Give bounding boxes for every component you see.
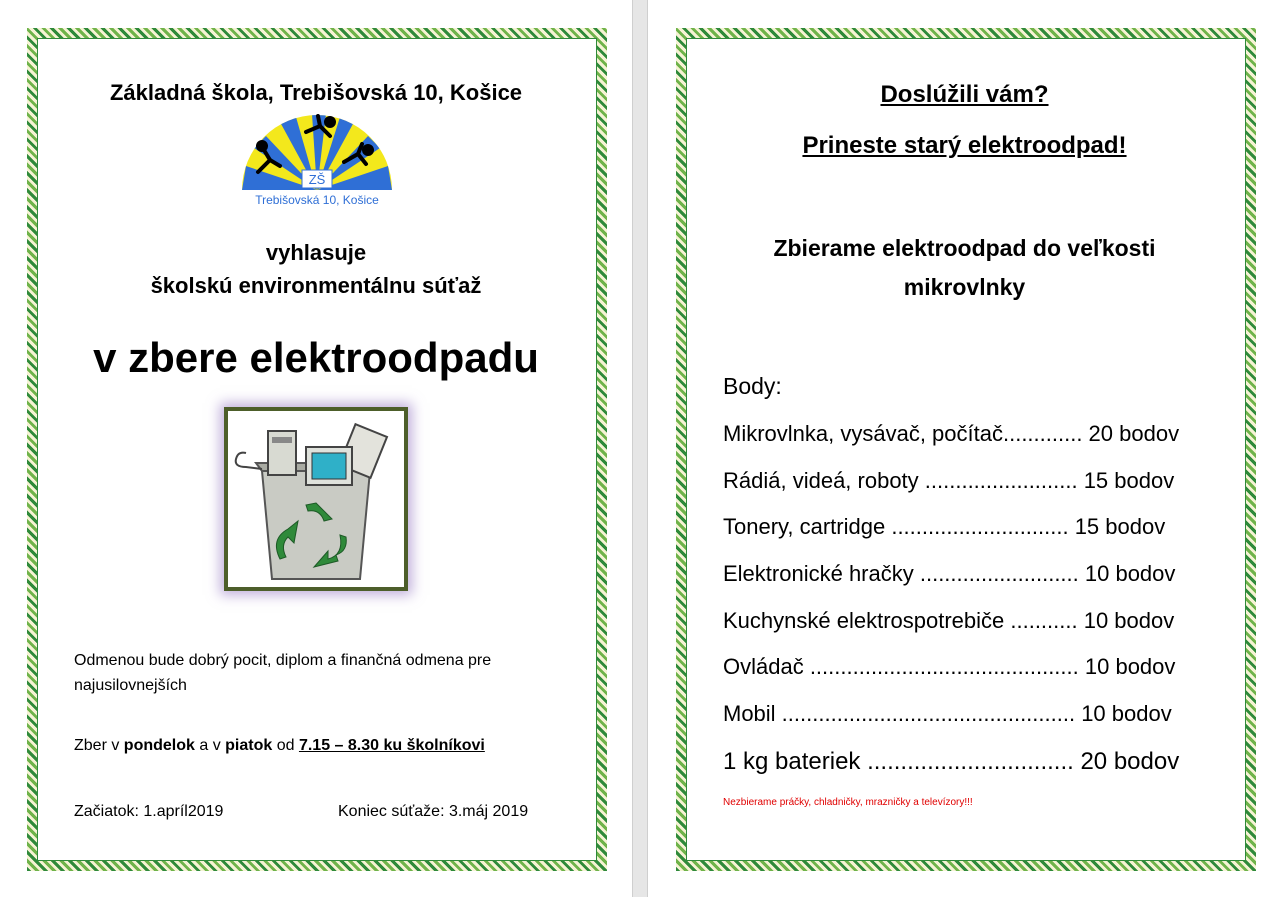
heading-1-text: Doslúžili vám? (880, 81, 1049, 108)
logo-letters: ZŠ (308, 172, 326, 187)
reward-text-line1: Odmenou bude dobrý pocit, diplom a finančná odmena pre (74, 652, 492, 669)
collection-mid2: od (272, 737, 299, 754)
end-date: Koniec súťaže: 3.máj 2019 (338, 803, 529, 820)
points-item: Elektronické hračky .......................... 10 bodov (723, 561, 1176, 586)
points-item: Mobil ................................................ 10 bodov (723, 701, 1172, 726)
points-label: Body: (723, 373, 782, 399)
announces-text: vyhlasuje (265, 240, 367, 265)
headline: v zbere elektroodpadu (93, 334, 539, 381)
collection-day2: piatok (225, 737, 273, 754)
start-date: Začiatok: 1.apríl2019 (74, 803, 224, 820)
page-gutter (632, 0, 648, 897)
competition-text: školskú environmentálnu súťaž (150, 273, 482, 298)
points-item: Tonery, cartridge ............................. 15 bodov (723, 514, 1166, 539)
school-logo (240, 114, 394, 210)
collection-mid: a v (194, 737, 226, 754)
reward-text-line2: najusilovnejších (74, 677, 187, 694)
collection-day1: pondelok (123, 737, 195, 754)
collection-time: 7.15 – 8.30 ku školníkovi (298, 737, 485, 754)
points-item-batteries: 1 kg bateriek ............................... 20 bodov (723, 748, 1180, 775)
recycle-bin-electronics-icon (224, 407, 408, 591)
points-item: Ovládač ............................................ 10 bodov (723, 654, 1176, 679)
school-name: Základná škola, Trebišovská 10, Košice (109, 80, 523, 105)
logo-caption: Trebišovská 10, Košice (255, 193, 379, 207)
heading-2-text: Prineste starý elektroodpad! (802, 132, 1127, 159)
points-item: Rádiá, videá, roboty ......................... 15 bodov (723, 468, 1175, 493)
right-heading-1 (648, 81, 1281, 109)
right-heading-2 (648, 132, 1281, 160)
collect-line-1: Zbierame elektroodpad do veľkosti (773, 235, 1156, 261)
points-item: Kuchynské elektrospotrebiče ........... 10 bodov (723, 608, 1175, 633)
collect-line-2: mikrovlnky (903, 274, 1026, 300)
collection-info (74, 737, 485, 755)
collection-prefix: Zber v (74, 737, 124, 754)
points-item: Mikrovlnka, vysávač, počítač............. 20 bodov (723, 421, 1180, 446)
warning-text: Nezbierame práčky, chladničky, mrazničky a televízory!!! (723, 797, 973, 808)
